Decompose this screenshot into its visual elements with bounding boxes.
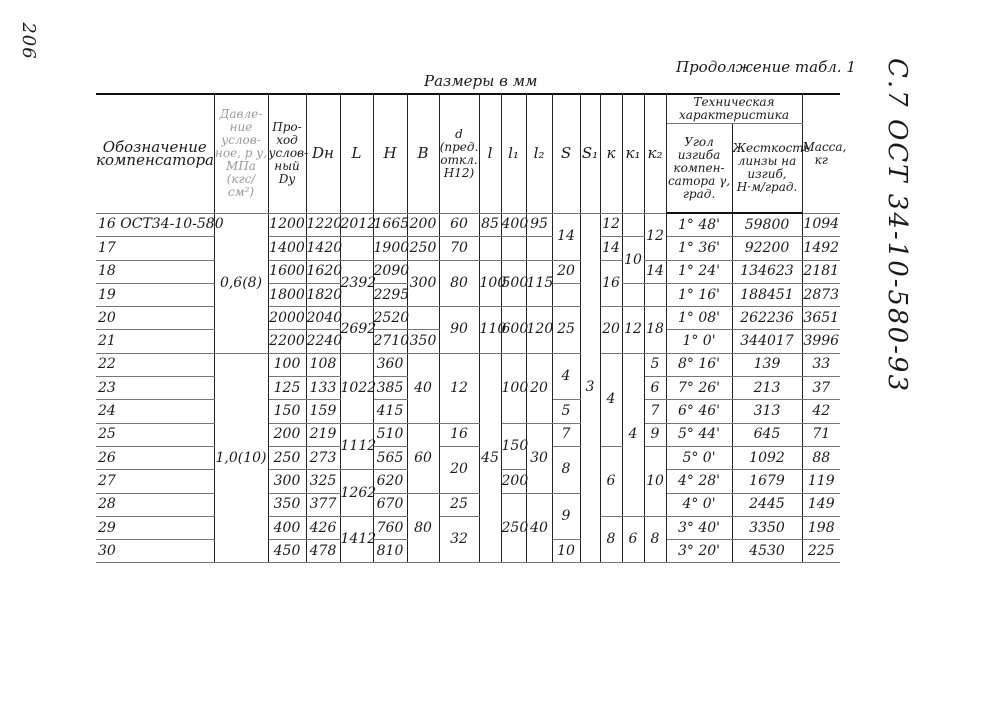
header-passage: Про- ход услов- ный Dy xyxy=(268,94,306,213)
dimensions-caption: Размеры в мм xyxy=(424,72,538,90)
k1-cell: 10 xyxy=(622,237,644,284)
l-cell: 100 xyxy=(479,260,501,307)
dy-cell: 125 xyxy=(268,377,306,400)
l2-cell: 95 xyxy=(526,213,552,237)
mass-cell: 119 xyxy=(802,470,840,493)
header-d: d (пред. откл. H12) xyxy=(439,94,479,213)
l-cap-cell: 1412 xyxy=(340,516,373,563)
k1-cell xyxy=(622,283,644,306)
mass-cell: 225 xyxy=(802,540,840,563)
dn-cell: 1220 xyxy=(306,213,340,237)
header-b: B xyxy=(407,94,439,213)
stiffness-cell: 262236 xyxy=(732,307,802,330)
standard-code: С.7 ОСТ 34-10-580-93 xyxy=(882,58,912,394)
stiffness-cell: 213 xyxy=(732,377,802,400)
table-row xyxy=(96,493,840,516)
h-cell: 810 xyxy=(373,540,407,563)
d-cell: 16 xyxy=(439,423,479,446)
s-cell: 4 xyxy=(552,353,580,400)
mass-cell: 37 xyxy=(802,377,840,400)
angle-cell: 7° 26' xyxy=(666,377,732,400)
k-cell: 8 xyxy=(600,516,622,563)
mass-cell: 1492 xyxy=(802,237,840,260)
h-cell: 1900 xyxy=(373,237,407,260)
dy-cell: 1400 xyxy=(268,237,306,260)
d-cell: 32 xyxy=(439,516,479,563)
mass-cell: 2181 xyxy=(802,260,840,283)
dn-cell: 1420 xyxy=(306,237,340,260)
dn-cell: 325 xyxy=(306,470,340,493)
l-cap-cell: 2692 xyxy=(340,307,373,354)
row-name: 17 xyxy=(96,237,214,260)
header-pressure: Давле- ние услов- ное, р у, МПа (кгс/см²) xyxy=(214,94,268,213)
header-l1: l₁ xyxy=(501,94,526,213)
table-row xyxy=(96,446,840,469)
dn-cell: 2040 xyxy=(306,307,340,330)
header-l-cap: L xyxy=(340,94,373,213)
stiffness-cell: 4530 xyxy=(732,540,802,563)
l-cell: 110 xyxy=(479,307,501,354)
k2-cell: 10 xyxy=(644,446,666,516)
stiffness-cell: 645 xyxy=(732,423,802,446)
stiffness-cell: 2445 xyxy=(732,493,802,516)
k-cell: 14 xyxy=(600,237,622,260)
row-name: 22 xyxy=(96,353,214,376)
dy-cell: 350 xyxy=(268,493,306,516)
k-cell: 16 xyxy=(600,260,622,307)
k2-cell: 14 xyxy=(644,260,666,283)
row-name: 26 xyxy=(96,446,214,469)
k1-cell xyxy=(622,213,644,237)
stiffness-cell: 59800 xyxy=(732,213,802,237)
l-cap-cell: 2392 xyxy=(340,260,373,307)
dn-cell: 219 xyxy=(306,423,340,446)
k2-cell: 6 xyxy=(644,377,666,400)
header-k1: к₁ xyxy=(622,94,644,213)
header-l: l xyxy=(479,94,501,213)
dy-cell: 1800 xyxy=(268,283,306,306)
l1-cell xyxy=(501,237,526,260)
angle-cell: 4° 0' xyxy=(666,493,732,516)
k-cell: 12 xyxy=(600,213,622,237)
b-cell: 40 xyxy=(407,353,439,423)
h-cell: 385 xyxy=(373,377,407,400)
header-designation: Обозначение компенсатора xyxy=(96,94,214,213)
dy-cell: 300 xyxy=(268,470,306,493)
mass-cell: 2873 xyxy=(802,283,840,306)
l-cap-cell xyxy=(340,237,373,260)
l2-cell: 20 xyxy=(526,353,552,423)
mass-cell: 1094 xyxy=(802,213,840,237)
l1-cell: 600 xyxy=(501,307,526,354)
k2-cell: 18 xyxy=(644,307,666,354)
l2-cell: 115 xyxy=(526,260,552,307)
header-h: H xyxy=(373,94,407,213)
b-cell: 350 xyxy=(407,330,439,353)
b-cell: 300 xyxy=(407,260,439,307)
stiffness-cell: 344017 xyxy=(732,330,802,353)
s-cell: 9 xyxy=(552,493,580,540)
angle-cell: 5° 44' xyxy=(666,423,732,446)
dn-cell: 273 xyxy=(306,446,340,469)
l2-cell xyxy=(526,237,552,260)
mass-cell: 42 xyxy=(802,400,840,423)
dn-cell: 478 xyxy=(306,540,340,563)
angle-cell: 1° 48' xyxy=(666,213,732,237)
l-cell: 45 xyxy=(479,353,501,563)
h-cell: 2520 xyxy=(373,307,407,330)
b-cell: 200 xyxy=(407,213,439,237)
l-cell: 85 xyxy=(479,213,501,237)
row-name: 18 xyxy=(96,260,214,283)
angle-cell: 3° 20' xyxy=(666,540,732,563)
dn-cell: 1820 xyxy=(306,283,340,306)
h-cell: 510 xyxy=(373,423,407,446)
dy-cell: 200 xyxy=(268,423,306,446)
angle-cell: 6° 46' xyxy=(666,400,732,423)
k-cell: 6 xyxy=(600,446,622,516)
s-cell: 14 xyxy=(552,213,580,260)
stiffness-cell: 3350 xyxy=(732,516,802,539)
k2-cell: 12 xyxy=(644,213,666,260)
l-cap-cell: 1022 xyxy=(340,353,373,423)
s-cell: 8 xyxy=(552,446,580,493)
dn-cell: 1620 xyxy=(306,260,340,283)
k1-cell: 12 xyxy=(622,307,644,354)
mass-cell: 88 xyxy=(802,446,840,469)
h-cell: 670 xyxy=(373,493,407,516)
compensator-table xyxy=(96,93,847,623)
header-mass: Масса, кг xyxy=(802,94,840,213)
l2-cell: 30 xyxy=(526,423,552,493)
table-row xyxy=(96,516,840,539)
mass-cell: 198 xyxy=(802,516,840,539)
h-cell: 620 xyxy=(373,470,407,493)
row-name: 23 xyxy=(96,377,214,400)
stiffness-cell: 313 xyxy=(732,400,802,423)
header-stiffness: Жесткость линзы на изгиб, Н·м/град. xyxy=(732,124,802,214)
l-cap-cell: 2012 xyxy=(340,213,373,237)
dn-cell: 377 xyxy=(306,493,340,516)
dy-cell: 250 xyxy=(268,446,306,469)
d-cell: 80 xyxy=(439,260,479,307)
header-tech: Техническая характеристика xyxy=(666,94,802,124)
header-s: S xyxy=(552,94,580,213)
h-cell: 415 xyxy=(373,400,407,423)
angle-cell: 8° 16' xyxy=(666,353,732,376)
l1-cell: 250 xyxy=(501,493,526,563)
l1-cell: 150 xyxy=(501,423,526,470)
table-row xyxy=(96,260,840,283)
header-l2: l₂ xyxy=(526,94,552,213)
mass-cell: 3651 xyxy=(802,307,840,330)
h-cell: 2710 xyxy=(373,330,407,353)
h-cell: 760 xyxy=(373,516,407,539)
row-name: 24 xyxy=(96,400,214,423)
l1-cell: 200 xyxy=(501,470,526,493)
table-row xyxy=(96,423,840,446)
mass-cell: 149 xyxy=(802,493,840,516)
continuation-caption: Продолжение табл. 1 xyxy=(676,58,856,76)
row-name: 19 xyxy=(96,283,214,306)
dn-cell: 2240 xyxy=(306,330,340,353)
row-name: 29 xyxy=(96,516,214,539)
s-cell: 10 xyxy=(552,540,580,563)
dy-cell: 400 xyxy=(268,516,306,539)
dy-cell: 150 xyxy=(268,400,306,423)
page-number: 206 xyxy=(18,22,39,60)
table-row xyxy=(96,353,840,376)
row-name: 16 ОСТ34-10-580 xyxy=(96,213,214,237)
pressure-cell: 1,0(10) xyxy=(214,353,268,563)
dn-cell: 108 xyxy=(306,353,340,376)
d-cell: 25 xyxy=(439,493,479,516)
h-cell: 1665 xyxy=(373,213,407,237)
k2-cell: 7 xyxy=(644,400,666,423)
angle-cell: 1° 08' xyxy=(666,307,732,330)
stiffness-cell: 139 xyxy=(732,353,802,376)
angle-cell: 1° 24' xyxy=(666,260,732,283)
h-cell: 360 xyxy=(373,353,407,376)
row-name: 28 xyxy=(96,493,214,516)
angle-cell: 4° 28' xyxy=(666,470,732,493)
row-name: 25 xyxy=(96,423,214,446)
s-cell xyxy=(552,283,580,306)
angle-cell: 5° 0' xyxy=(666,446,732,469)
b-cell: 60 xyxy=(407,423,439,493)
dy-cell: 100 xyxy=(268,353,306,376)
header-k2: к₂ xyxy=(644,94,666,213)
angle-cell: 1° 0' xyxy=(666,330,732,353)
stiffness-cell: 1092 xyxy=(732,446,802,469)
s1-cell: 3 xyxy=(580,213,600,563)
k2-cell: 9 xyxy=(644,423,666,446)
k1-cell: 4 xyxy=(622,353,644,516)
l-cell xyxy=(479,237,501,260)
d-cell: 12 xyxy=(439,353,479,423)
dy-cell: 450 xyxy=(268,540,306,563)
b-cell: 250 xyxy=(407,237,439,260)
header-k: к xyxy=(600,94,622,213)
dn-cell: 426 xyxy=(306,516,340,539)
h-cell: 2090 xyxy=(373,260,407,283)
mass-cell: 3996 xyxy=(802,330,840,353)
l1-cell: 500 xyxy=(501,260,526,307)
s-cell: 5 xyxy=(552,400,580,423)
dy-cell: 1200 xyxy=(268,213,306,237)
header-angle: Угол изгиба компен- сатора γ, град. xyxy=(666,124,732,214)
d-cell: 70 xyxy=(439,237,479,260)
mass-cell: 71 xyxy=(802,423,840,446)
s-cell: 7 xyxy=(552,423,580,446)
stiffness-cell: 92200 xyxy=(732,237,802,260)
b-cell: 80 xyxy=(407,493,439,563)
row-name: 20 xyxy=(96,307,214,330)
l-cap-cell: 1112 xyxy=(340,423,373,470)
angle-cell: 3° 40' xyxy=(666,516,732,539)
h-cell: 565 xyxy=(373,446,407,469)
s-cell: 20 xyxy=(552,260,580,283)
dy-cell: 1600 xyxy=(268,260,306,283)
k-cell: 4 xyxy=(600,353,622,446)
k-cell: 20 xyxy=(600,307,622,354)
l1-cell: 100 xyxy=(501,353,526,423)
dn-cell: 159 xyxy=(306,400,340,423)
l2-cell: 120 xyxy=(526,307,552,354)
dn-cell: 133 xyxy=(306,377,340,400)
header-s1: S₁ xyxy=(580,94,600,213)
table-row xyxy=(96,307,840,330)
dy-cell: 2000 xyxy=(268,307,306,330)
l-cap-cell: 1262 xyxy=(340,470,373,517)
k2-cell: 8 xyxy=(644,516,666,563)
d-cell: 60 xyxy=(439,213,479,237)
s-cell: 25 xyxy=(552,307,580,354)
mass-cell: 33 xyxy=(802,353,840,376)
d-cell: 20 xyxy=(439,446,479,493)
k2-cell xyxy=(644,283,666,306)
stiffness-cell: 1679 xyxy=(732,470,802,493)
h-cell: 2295 xyxy=(373,283,407,306)
table-row xyxy=(96,237,840,260)
stiffness-cell: 188451 xyxy=(732,283,802,306)
k2-cell: 5 xyxy=(644,353,666,376)
l2-cell: 40 xyxy=(526,493,552,563)
header-dn: Dн xyxy=(306,94,340,213)
stiffness-cell: 134623 xyxy=(732,260,802,283)
b-cell xyxy=(407,307,439,330)
row-name: 27 xyxy=(96,470,214,493)
table-row xyxy=(96,213,840,237)
d-cell: 90 xyxy=(439,307,479,354)
k1-cell: 6 xyxy=(622,516,644,563)
row-name: 30 xyxy=(96,540,214,563)
pressure-cell: 0,6(8) xyxy=(214,213,268,353)
row-name: 21 xyxy=(96,330,214,353)
angle-cell: 1° 36' xyxy=(666,237,732,260)
dy-cell: 2200 xyxy=(268,330,306,353)
angle-cell: 1° 16' xyxy=(666,283,732,306)
l1-cell: 400 xyxy=(501,213,526,237)
